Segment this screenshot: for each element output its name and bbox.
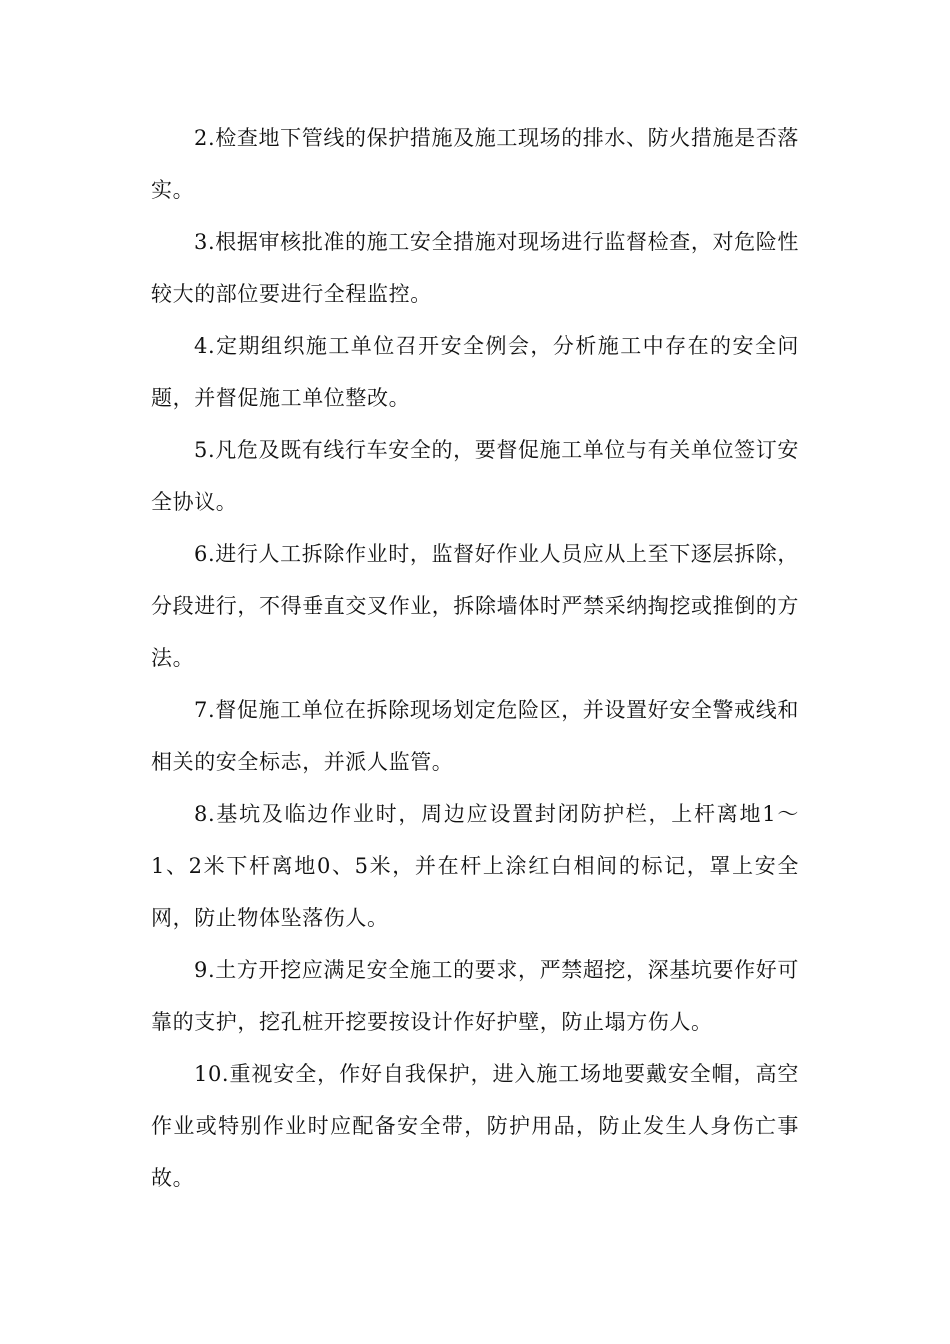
- document-body: [151, 112, 799, 1204]
- paragraph-item-10: 10.重视安全，作好自我保护，进入施工场地要戴安全帽，高空作业或特别作业时应配备安全带，防护用品，防止发生人身伤亡事故。: [151, 1062, 799, 1190]
- paragraph-item-8: 8.基坑及临边作业时，周边应设置封闭防护栏，上杆离地1～1、2米下杆离地0、5米，并在杆上涂红白相间的标记，罩上安全网，防止物体坠落伤人。: [151, 802, 799, 930]
- paragraph-item-3: 3.根据审核批准的施工安全措施对现场进行监督检查，对危险性较大的部位要进行全程监控。: [151, 230, 799, 306]
- paragraph-item-5: 5.凡危及既有线行车安全的，要督促施工单位与有关单位签订安全协议。: [151, 438, 799, 514]
- paragraph-item-6: 6.进行人工拆除作业时，监督好作业人员应从上至下逐层拆除，分段进行，不得垂直交叉作业，拆除墙体时严禁采纳掏挖或推倒的方法。: [151, 542, 799, 670]
- paragraph-item-2: 2.检查地下管线的保护措施及施工现场的排水、防火措施是否落实。: [151, 126, 799, 202]
- paragraph-item-4: 4.定期组织施工单位召开安全例会，分析施工中存在的安全问题，并督促施工单位整改。: [151, 334, 799, 410]
- paragraph-item-7: 7.督促施工单位在拆除现场划定危险区，并设置好安全警戒线和相关的安全标志，并派人监管。: [151, 698, 799, 774]
- paragraph-item-9: 9.土方开挖应满足安全施工的要求，严禁超挖，深基坑要作好可靠的支护，挖孔桩开挖要按设计作好护壁，防止塌方伤人。: [151, 958, 799, 1034]
